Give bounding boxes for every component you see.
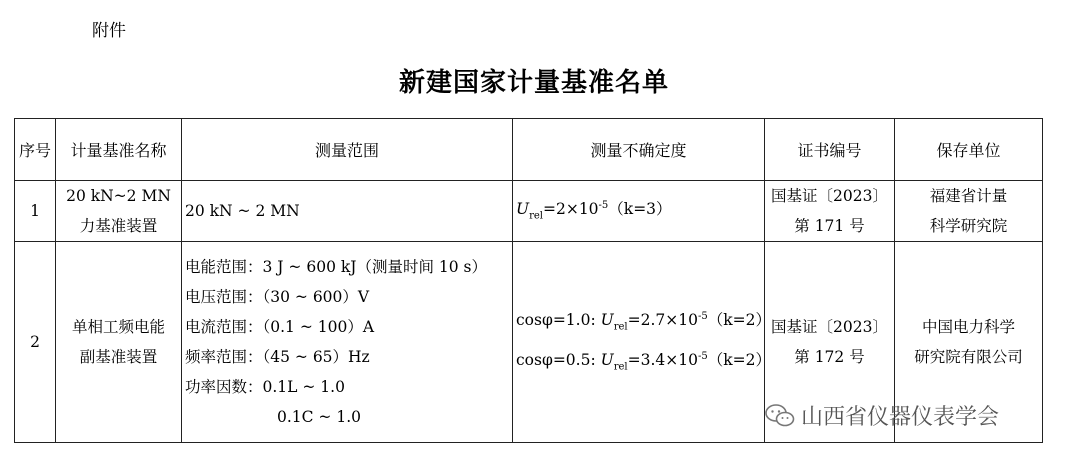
name-line: 单相工频电能	[71, 318, 165, 336]
standards-table	[14, 118, 1043, 443]
unit-line: 研究院有限公司	[914, 348, 1023, 366]
cell-unit	[895, 181, 1043, 242]
header-unit: 保存单位	[895, 119, 1043, 181]
cert-line: 国基证〔2023〕	[771, 318, 888, 336]
cell-uncertainty	[513, 242, 771, 443]
unit-line: 中国电力科学	[921, 318, 1015, 336]
range-line: 电压范围：（30 ~ 600）V	[185, 288, 370, 306]
uncertainty-line: cosφ=1.0: $U_{rel}=2.7\times 10^{-5}(k=2)$	[516, 310, 771, 332]
cert-line: 国基证〔2023〕	[771, 187, 888, 205]
unit-line: 科学研究院	[929, 217, 1008, 235]
table-row	[15, 181, 1043, 242]
header-range: 测量范围	[182, 119, 513, 181]
cell-name	[56, 242, 182, 443]
table-header-row	[15, 119, 1043, 181]
range-line: 20 kN ~ 2 MN	[185, 202, 300, 220]
cell-cert	[765, 181, 895, 242]
cell-seq: 1	[15, 181, 56, 242]
cell-range	[182, 242, 513, 443]
range-line: 功率因数：0.1L ~ 1.0	[185, 378, 345, 396]
cert-line: 第 171 号	[794, 217, 865, 235]
cell-uncertainty	[513, 181, 765, 242]
cell-name	[56, 181, 182, 242]
header-name: 计量基准名称	[56, 119, 182, 181]
name-line: 副基准装置	[79, 348, 158, 366]
range-line: 频率范围：（45 ~ 65）Hz	[185, 348, 370, 366]
header-seq: 序号	[15, 119, 56, 181]
uncertainty-line: $U_{rel}=2\times 10^{-5}(k=3)$	[516, 199, 672, 222]
range-line: 电流范围：（0.1 ~ 100）A	[185, 318, 375, 336]
attachment-label: 附件	[92, 21, 126, 41]
name-line: 20 kN~2 MN	[66, 187, 171, 205]
watermark-text: 山西省仪器仪表学会	[801, 405, 1000, 430]
name-line: 力基准装置	[79, 217, 158, 235]
uncertainty-line: cosφ=0.5: $U_{rel}=3.4\times 10^{-5}(k=2)$	[516, 351, 771, 373]
watermark	[765, 400, 999, 431]
wechat-icon	[765, 403, 795, 429]
unit-line: 福建省计量	[929, 187, 1008, 205]
range-line: 0.1C ~ 1.0	[277, 408, 362, 426]
cert-line: 第 172 号	[794, 348, 865, 366]
cell-seq: 2	[15, 242, 56, 443]
range-line: 电能范围：3 J ~ 600 kJ（测量时间 10 s）	[185, 258, 487, 276]
document-title: 新建国家计量基准名单	[398, 68, 669, 98]
header-uncertainty: 测量不确定度	[513, 119, 765, 181]
cell-range	[182, 181, 513, 242]
header-cert: 证书编号	[765, 119, 895, 181]
